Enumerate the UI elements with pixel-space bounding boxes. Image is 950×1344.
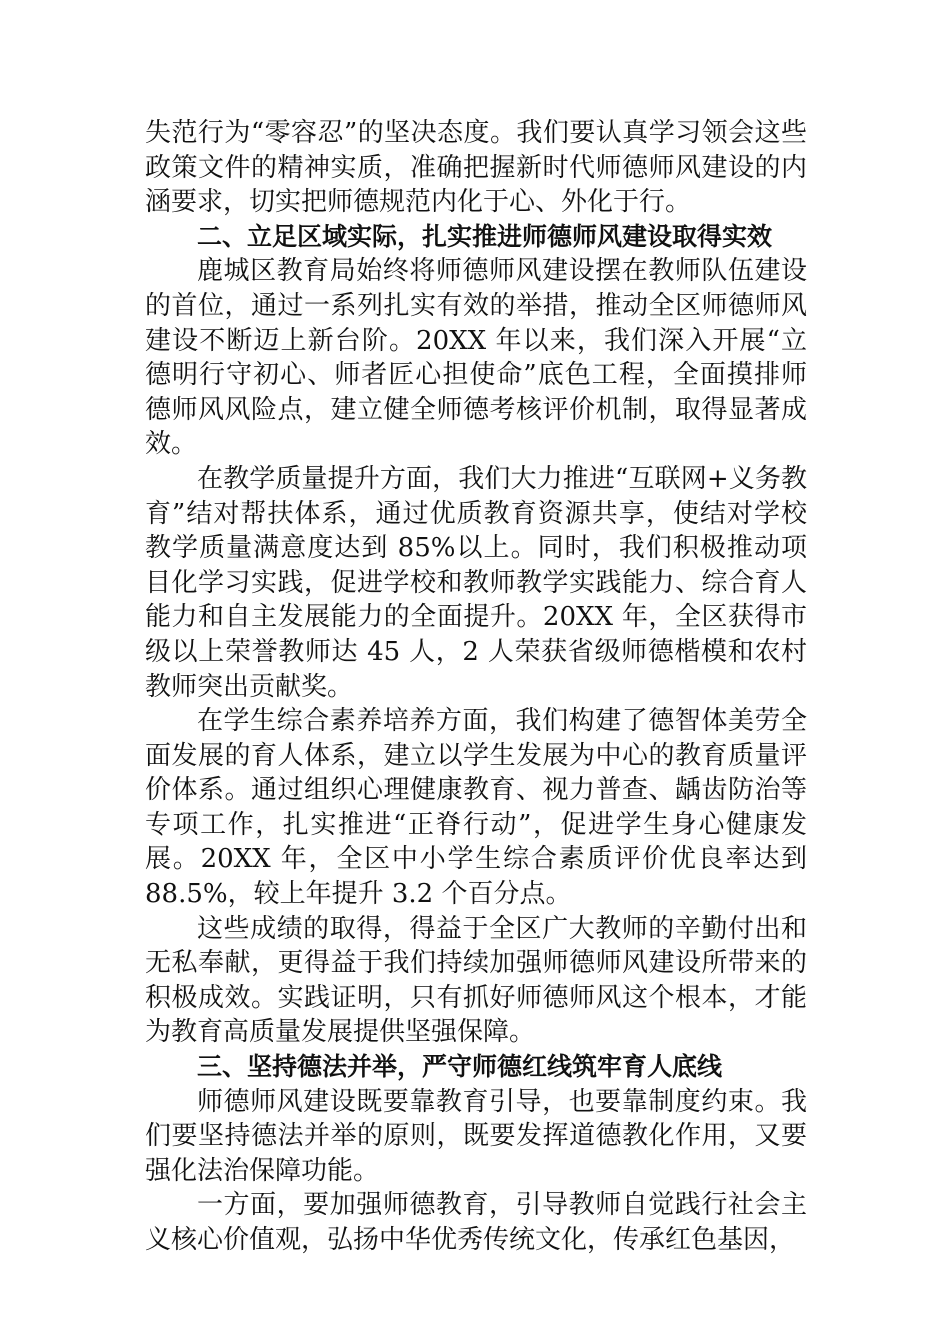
paragraph-ethics-and-law: 师德师风建设既要靠教育引导，也要靠制度约束。我们要坚持德法并举的原则，既要发挥道德教化作用，又要强化法治保障功能。 (145, 1086, 807, 1186)
paragraph-achievements-summary: 这些成绩的取得，得益于全区广大教师的辛勤付出和无私奉献，更得益于我们持续加强师德师风建设所带来的积极成效。实践证明，只有抓好师德师风这个根本，才能为教育高质量发展提供坚强保障。 (145, 913, 807, 1048)
section-heading-2: 二、立足区域实际，扎实推进师德师风建设取得实效 (197, 221, 773, 251)
section-heading-3: 三、坚持德法并举，严守师德红线筑牢育人底线 (197, 1052, 723, 1082)
paragraph-ethics-education: 一方面，要加强师德教育，引导教师自觉践行社会主义核心价值观，弘扬中华优秀传统文化，传承红色基因， (145, 1190, 807, 1255)
paragraph-student-literacy: 在学生综合素养培养方面，我们构建了德智体美劳全面发展的育人体系，建立以学生发展为中心的教育质量评价体系。通过组织心理健康教育、视力普查、龋齿防治等专项工作，扎实推进“正脊行动”，促进学生身心健康发展。20XX 年，全区中小学生综合素质评价优良率达到 88.5%，较上年提升 3.2 个百分点。 (145, 706, 807, 910)
paragraph-lucheng-overview: 鹿城区教育局始终将师德师风建设摆在教师队伍建设的首位，通过一系列扎实有效的举措，推动全区师德师风建设不断迈上新台阶。20XX 年以来，我们深入开展“立德明行守初心、师者匠心担使命”底色工程，全面摸排师德师风风险点，建立健全师德考核评价机制，取得显著成效。 (145, 256, 807, 460)
document-page (145, 116, 807, 1258)
paragraph-intro-continuation: 失范行为“零容忍”的坚决态度。我们要认真学习领会这些政策文件的精神实质，准确把握新时代师德师风建设的内涵要求，切实把师德规范内化于心、外化于行。 (145, 118, 807, 218)
paragraph-teaching-quality: 在教学质量提升方面，我们大力推进“互联网+义务教育”结对帮扶体系，通过优质教育资源共享，使结对学校教学质量满意度达到 85%以上。同时，我们积极推动项目化学习实践，促进学校和教师教学实践能力、综合育人能力和自主发展能力的全面提升。20XX 年，全区获得市级以上荣誉教师达 45 人，2 人荣获省级师德楷模和农村教师突出贡献奖。 (145, 463, 807, 702)
